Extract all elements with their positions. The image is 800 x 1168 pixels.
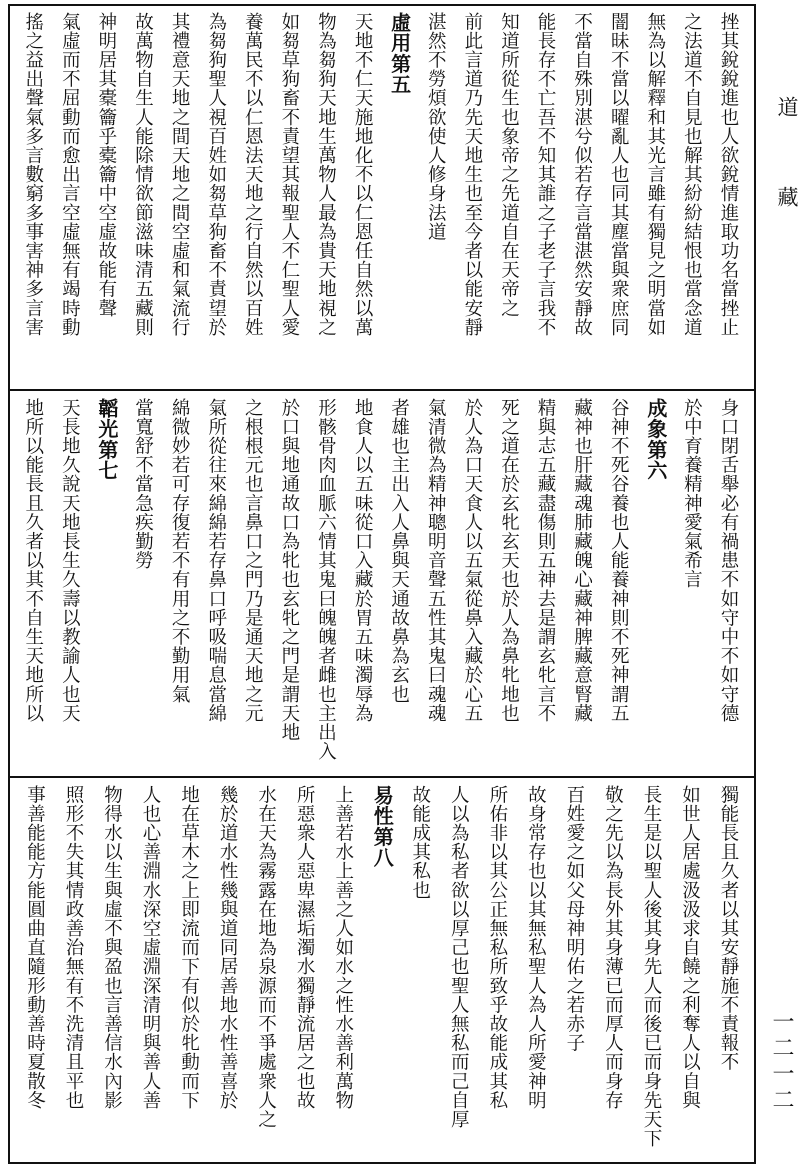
text-column: 綿微妙若可存復若不有用之不勤用氣	[169, 398, 191, 704]
text-column: 敬之先以為長外其身薄已而厚人而身存	[602, 785, 624, 1110]
text-column: 藏神也肝藏魂肺藏魄心藏神脾藏意腎藏	[571, 398, 593, 723]
text-column: 搖之益出聲氣多言數窮多事害神多言害	[22, 12, 44, 337]
text-column: 物為芻狗天地生萬物人最為貴天地視之	[315, 12, 337, 337]
text-column: 無為以解釋和其光言雖有獨見之明當如	[644, 12, 666, 337]
text-column: 形骸骨肉血脈六情其鬼曰魄魄者雌也主出入	[315, 398, 337, 761]
text-column: 氣虛而不屈動而愈出言空虛無有竭時動	[59, 12, 81, 337]
text-column: 死之道在於玄牝玄天也於人為鼻牝地也	[498, 398, 520, 723]
text-column: 當寬舒不當急疾勤勞	[132, 398, 154, 570]
text-column: 所惡衆人惡卑濕垢濁水獨靜流居之也故	[294, 785, 316, 1110]
chapter-heading: 成象第六	[643, 398, 668, 481]
panel-divider-2	[8, 776, 756, 778]
text-column: 氣清微為精神聰明音聲五性其鬼曰魂魂	[425, 398, 447, 723]
text-column: 所佑非以其公正無私所致乎故能成其私	[486, 785, 508, 1110]
text-column: 如世人居處汲汲求自饒之利奪人以自與	[679, 785, 701, 1110]
book-label-bottom: 藏	[775, 186, 799, 209]
text-column: 地在草木之上即流而下有似於牝動而下	[178, 785, 200, 1110]
text-column: 如芻草狗畜不責望其報聖人不仁聖人愛	[278, 12, 300, 337]
text-column: 氣所從往來綿綿若存鼻口呼吸喘息當綿	[205, 398, 227, 723]
text-column: 身口閉舌舉必有禍患不如守中不如守德	[718, 398, 739, 723]
text-column: 長生是以聖人後其身先人而後已而身先天下	[640, 785, 662, 1148]
text-panel-1	[10, 6, 754, 389]
text-column: 湛然不勞煩欲使人修身法道	[425, 12, 447, 242]
text-column: 精與志五藏盡傷則五神去是謂玄牝言不	[535, 398, 557, 723]
text-column: 事善能能方能圓曲直隨形動善時夏散冬	[24, 785, 46, 1110]
text-column: 地所以能長且久者以其不自生天地所以	[22, 398, 44, 723]
text-column: 養萬民不以仁恩法天地之行自然以百姓	[242, 12, 264, 337]
text-column: 照形不失其情政善治無有不洗清且平也	[62, 785, 84, 1110]
text-column: 地食人以五味從口入藏於胃五味濁辱為	[352, 398, 374, 723]
text-column: 為芻狗聖人視百姓如芻草狗畜不責望於	[205, 12, 227, 337]
text-panel-2	[10, 392, 754, 775]
text-column: 神明居其橐籥乎橐籥中空虛故能有聲	[95, 12, 117, 318]
text-column: 其禮意天地之間天地之間空虛和氣流行	[169, 12, 191, 337]
panel-divider-1	[8, 389, 756, 391]
text-column: 人以為私者欲以厚己也聖人無私而己自厚	[448, 785, 470, 1129]
text-column: 上善若水上善之人如水之性水善利萬物	[332, 785, 354, 1110]
chapter-heading: 韜光第七	[94, 398, 119, 481]
text-column: 水在天為霧露在地為泉源而不爭處衆人之	[255, 785, 277, 1129]
text-column: 谷神不死谷養也人能養神則不死神謂五	[608, 398, 630, 723]
text-column: 於口與地通故口為牝也玄牝之門是謂天地	[278, 398, 300, 742]
text-column: 闇昧不當以曜亂人也同其塵當與衆庶同	[608, 12, 630, 337]
text-column: 百姓愛之如父母神明佑之若赤子	[563, 785, 585, 1053]
text-column: 知道所從生也象帝之先道自在天帝之	[498, 12, 520, 318]
text-column: 前此言道乃先天地生也至今者以能安靜	[461, 12, 483, 337]
text-column: 人也心善淵水深空虛淵深清明與善人善	[140, 785, 162, 1110]
text-column: 故萬物自生人能除情欲節滋味清五藏則	[132, 12, 154, 337]
text-column: 幾於道水性幾與道同居善地水性善喜於	[217, 785, 239, 1110]
text-column: 故能成其私也	[409, 785, 431, 900]
text-column: 天長地久說天地長生久壽以教諭人也天	[59, 398, 81, 723]
text-column: 故身常存也以其無私聖人為人所愛神明	[525, 785, 547, 1110]
text-column: 於中育養精神愛氣希言	[681, 398, 703, 589]
text-column: 天地不仁天施地化不以仁恩任自然以萬	[352, 12, 374, 337]
text-column: 能長存不亡吾不知其誰之子老子言我不	[535, 12, 557, 337]
text-column: 之根根元也言鼻口之門乃是通天地之元	[242, 398, 264, 723]
text-column: 挫其銳銳進也人欲銳情進取功名當挫止	[718, 12, 739, 337]
text-column: 獨能長且久者以其安靜施不責報不	[718, 785, 739, 1072]
text-column: 者雄也主出入人鼻與天通故鼻為玄也	[388, 398, 410, 704]
book-label-top: 道	[775, 96, 799, 119]
text-column: 不當自殊別湛兮似若存言當湛然安靜故	[571, 12, 593, 337]
text-column: 之法道不自見也解其紛紛結恨也當念道	[681, 12, 703, 337]
text-column: 於人為口天食人以五氣從鼻入藏於心五	[461, 398, 483, 723]
chapter-heading: 易性第八	[370, 785, 395, 868]
text-panel-3	[10, 779, 754, 1162]
page-number: 一二一二	[769, 1010, 794, 1114]
text-column: 物得水以生與虛不與盈也言善信水內影	[101, 785, 123, 1110]
chapter-heading: 虛用第五	[387, 12, 412, 95]
